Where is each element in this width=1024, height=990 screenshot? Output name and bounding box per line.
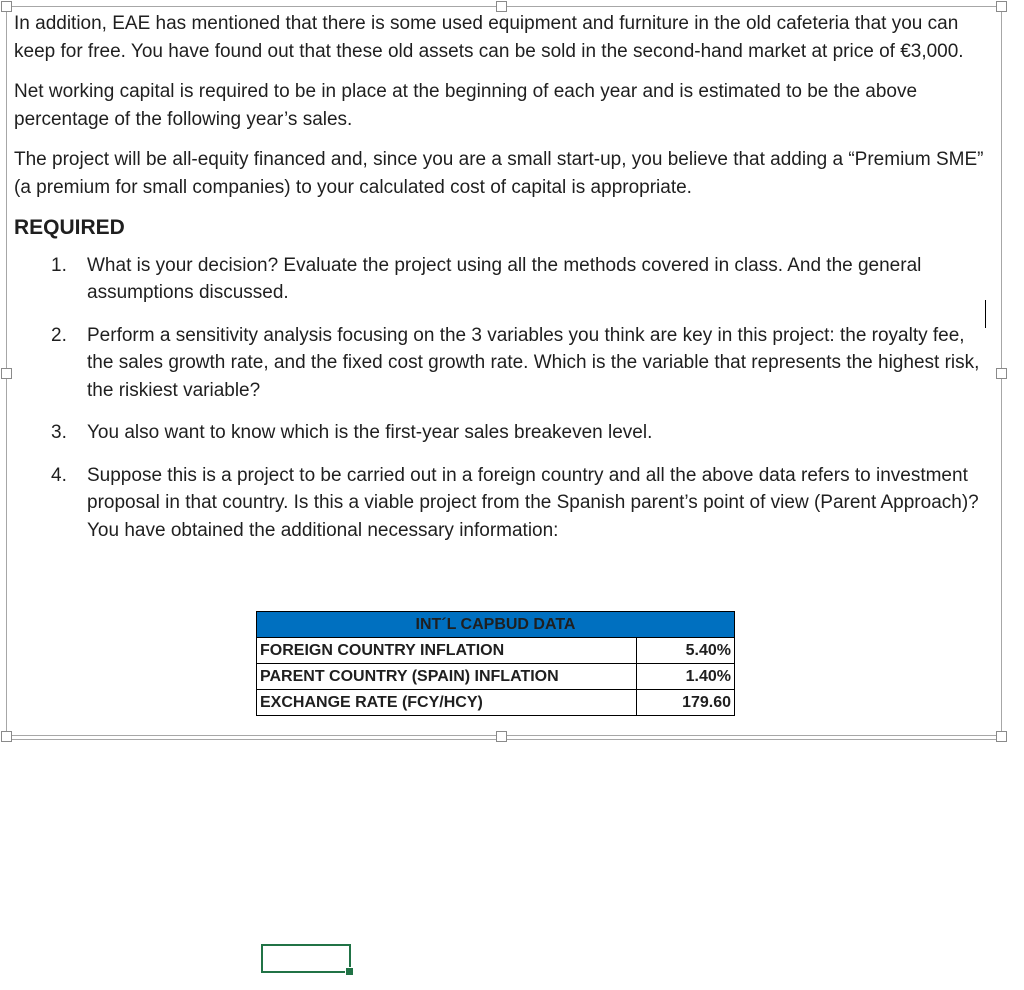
resize-handle-middle-right[interactable] bbox=[996, 368, 1007, 379]
question-item bbox=[14, 252, 984, 307]
row-value: 1.40% bbox=[637, 664, 735, 690]
row-label: PARENT COUNTRY (SPAIN) INFLATION bbox=[257, 664, 637, 690]
question-item bbox=[14, 322, 984, 405]
resize-handle-top-right[interactable] bbox=[996, 1, 1007, 12]
question-item bbox=[14, 419, 984, 447]
table-row bbox=[257, 638, 735, 664]
table-header-cell: INT´L CAPBUD DATA bbox=[257, 612, 735, 638]
resize-handle-bottom-left[interactable] bbox=[1, 731, 12, 742]
question-text: You also want to know which is the first-year sales breakeven level. bbox=[87, 422, 653, 443]
question-number: 2. bbox=[51, 324, 67, 346]
paragraph-used-equipment: In addition, EAE has mentioned that there is some used equipment and furniture in the old cafeteria that you can keep for free. You have found out that these old assets can be sold in the second-hand market at price of €3,000. bbox=[14, 13, 964, 62]
row-label: EXCHANGE RATE (FCY/HCY) bbox=[257, 690, 637, 716]
row-value: 179.60 bbox=[637, 690, 735, 716]
resize-handle-top-left[interactable] bbox=[1, 1, 12, 12]
question-number: 1. bbox=[51, 254, 67, 276]
question-text: Perform a sensitivity analysis focusing on the 3 variables you think are key in this project: the royalty fee, the sales growth rate, and the fixed cost growth rate. Which is the variable that represents the highest risk, the riskiest variable? bbox=[87, 324, 980, 401]
resize-handle-middle-left[interactable] bbox=[1, 368, 12, 379]
question-number: 4. bbox=[51, 464, 67, 486]
question-text: What is your decision? Evaluate the project using all the methods covered in class. And the general assumptions discussed. bbox=[87, 254, 922, 303]
resize-handle-bottom-middle[interactable] bbox=[496, 731, 507, 742]
row-value: 5.40% bbox=[637, 638, 735, 664]
required-heading: REQUIRED bbox=[14, 216, 125, 239]
document-body bbox=[14, 10, 984, 559]
questions-list bbox=[14, 252, 984, 545]
selected-cell[interactable] bbox=[261, 944, 351, 973]
question-text: Suppose this is a project to be carried out in a foreign country and all the above data refers to investment proposal in that country. Is this a viable project from the Spanish parent’s point of view (Parent Approach)? You have obtained the additional necessary information: bbox=[87, 464, 979, 541]
table-header-row bbox=[257, 612, 735, 638]
paragraph-net-working-capital: Net working capital is required to be in place at the beginning of each year and is estimated to be the above percentage of the following year’s sales. bbox=[14, 81, 918, 130]
table-row bbox=[257, 664, 735, 690]
table-row bbox=[257, 690, 735, 716]
question-item bbox=[14, 462, 984, 545]
question-number: 3. bbox=[51, 422, 67, 443]
paragraph-financing: The project will be all-equity financed and, since you are a small start-up, you believe that adding a “Premium SME” (a premium for small companies) to your calculated cost of capital is appropriate. bbox=[14, 149, 984, 198]
intl-capbud-table bbox=[256, 611, 735, 716]
text-cursor bbox=[985, 300, 986, 328]
resize-handle-bottom-right[interactable] bbox=[996, 731, 1007, 742]
row-label: FOREIGN COUNTRY INFLATION bbox=[257, 638, 637, 664]
fill-handle[interactable] bbox=[345, 967, 354, 976]
